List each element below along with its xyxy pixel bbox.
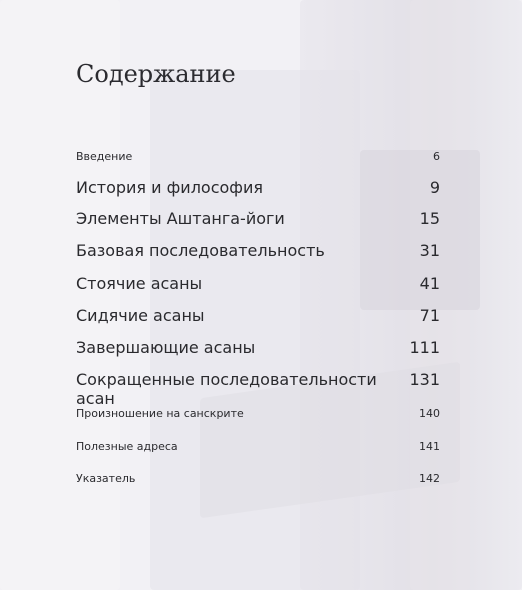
background-photo: [0, 0, 120, 590]
toc-entry: [76, 150, 440, 163]
toc-entry-label: Введение: [76, 150, 133, 163]
toc-entry: [76, 338, 440, 357]
toc-entry-page: 140: [419, 407, 440, 420]
toc-entry: [76, 209, 440, 228]
toc-entry: [76, 407, 440, 420]
toc-entry-page: 71: [419, 306, 440, 325]
toc-entry-label: Базовая последовательность: [76, 241, 325, 260]
toc-entry-label: Произношение на санскрите: [76, 407, 244, 420]
toc-entry: [76, 178, 440, 197]
toc-entry-page: 141: [419, 440, 440, 453]
toc-entry-label: Сокращенные последовательности асан: [76, 370, 377, 408]
background-photo: [150, 70, 360, 590]
toc-entry-label: Указатель: [76, 472, 136, 485]
toc-entry-label: Стоячие асаны: [76, 274, 203, 293]
toc-entry: [76, 440, 440, 453]
toc-entry-label: Сидячие асаны: [76, 306, 205, 325]
toc-entry-page: 142: [419, 472, 440, 485]
toc-entry-page: 9: [429, 178, 440, 197]
toc-entry-page: 41: [419, 274, 440, 293]
toc-entry-label: Элементы Аштанга-йоги: [76, 209, 285, 228]
toc-entry-label: Полезные адреса: [76, 440, 178, 453]
toc-entry: [76, 241, 440, 260]
toc-entry-page: 131: [409, 370, 440, 389]
toc-entry: [76, 370, 440, 408]
toc-entry-page: 31: [419, 241, 440, 260]
page-title: Содержание: [76, 60, 236, 88]
toc-entry: [76, 274, 440, 293]
toc-entry: [76, 306, 440, 325]
toc-entry-page: 6: [433, 150, 440, 163]
toc-entry-page: 111: [409, 338, 440, 357]
toc-entry-label: История и философия: [76, 178, 264, 197]
toc-entry: [76, 472, 440, 485]
toc-entry-label: Завершающие асаны: [76, 338, 256, 357]
toc-entry-page: 15: [419, 209, 440, 228]
